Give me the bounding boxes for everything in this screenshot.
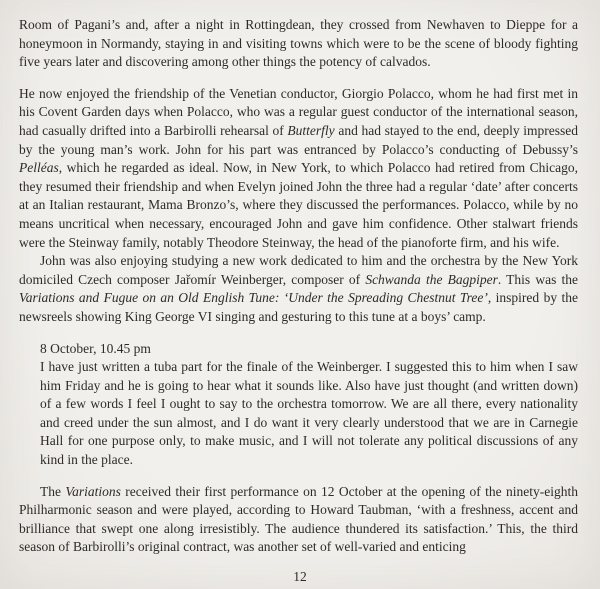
- page-number: 12: [293, 569, 307, 584]
- diary-date: 8 October, 10.45 pm: [40, 340, 151, 356]
- diary-text: I have just written a tuba part for the finale of the Weinberger. I suggested this to him when I saw him Friday and he is going to hear what it sounds like. Also have just thought (and written down) of a few words I feel I ought to say to the orchestra tomorrow. We are all there, every nationality and creed under the sun almost, and I do want it very clearly understood that we are in Carnegie Hall for one purpose only, to make music, and I will not tolerate any political discussions of any kind in the place.: [40, 359, 578, 468]
- paragraph-variations-premiere: The Variations received their first performance on 12 October at the opening of the ninety-eighth Philharmonic season and were played, according to Howard Taubman, ‘with a freshness, accent and brilliance that swept one along irresistibly. The audience thundered its satisfaction.’ This, the third season of Barbirolli’s original contract, was another set of well-varied and enticing: [19, 483, 578, 555]
- diary-entry: [19, 340, 578, 470]
- paragraph-weinberger-work: John was also enjoying studying a new work dedicated to him and the orchestra by the New York domiciled Czech composer Jařomír Weinberger, composer of Schwanda the Bagpiper. This was the Variations and Fugue on an Old English Tune: ‘Under the Spreading Chestnut Tree’, inspired by the newsreels showing King George VI singing and gesturing to this tune at a boys’ camp.: [19, 253, 578, 324]
- paragraph-opening: Room of Pagani’s and, after a night in Rottingdean, they crossed from Newhaven to Dieppe for a honeymoon in Normandy, staying in and visiting towns which were to be the scene of bloody fighting five years later and discovering among other things the potency of calvados.: [19, 17, 578, 70]
- paragraph-polacco-friendship: He now enjoyed the friendship of the Venetian conductor, Giorgio Polacco, whom he had first met in his Covent Garden days when Polacco, who was a regular guest conductor of the international season, had casually drifted into a Barbirolli rehearsal of Butterfly and had stayed to the end, deeply impressed by the young man’s work. John for his part was entranced by Polacco’s conducting of Debussy’s Pelléas, which he regarded as ideal. Now, in New York, to which Polacco had retired from Chicago, they resumed their friendship and when Evelyn joined John the three had a regular ‘date’ after concerts at an Italian restaurant, Mama Bronzo’s, where they discussed the performances. Polacco, while by no means uncritical when necessary, encouraged John and gave him confidence. Other stalwart friends were the Steinway family, notably Theodore Steinway, the head of the pianoforte firm, and his wife.: [19, 85, 578, 250]
